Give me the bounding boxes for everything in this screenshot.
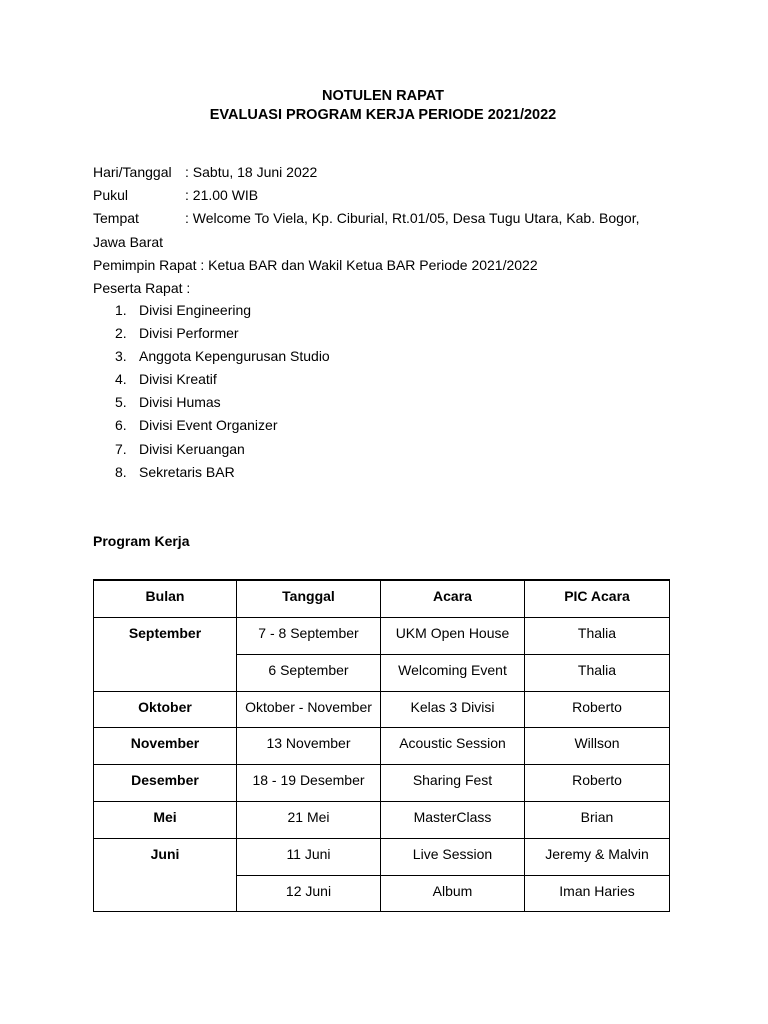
- participants-list: [115, 301, 330, 486]
- table-header-row: [94, 580, 670, 618]
- document-title: NOTULEN RAPAT: [322, 88, 444, 104]
- table-row: [94, 801, 670, 838]
- info-place: [93, 209, 639, 227]
- event-cell: Album: [381, 875, 525, 912]
- event-cell: MasterClass: [381, 801, 525, 838]
- month-cell: September: [94, 618, 237, 692]
- list-text: Divisi Keruangan: [139, 440, 245, 457]
- list-number: 5.: [115, 394, 127, 411]
- date-cell: 21 Mei: [237, 801, 381, 838]
- month-cell: Oktober: [94, 691, 237, 728]
- list-text: Divisi Kreatif: [139, 371, 217, 388]
- list-text: Divisi Event Organizer: [139, 417, 278, 434]
- list-number: 6.: [115, 417, 127, 434]
- info-label: Tempat: [93, 210, 139, 226]
- info-value: : Sabtu, 18 Juni 2022: [185, 164, 318, 180]
- participants-label: Peserta Rapat :: [93, 280, 191, 296]
- table-row: [94, 765, 670, 802]
- info-label: Pukul: [93, 187, 129, 203]
- list-item: [115, 440, 330, 463]
- table-row: [94, 618, 670, 655]
- table-row: [94, 691, 670, 728]
- list-text: Divisi Performer: [139, 325, 239, 342]
- date-cell: 13 November: [237, 728, 381, 765]
- event-cell: Welcoming Event: [381, 654, 525, 691]
- header-pic: PIC Acara: [525, 580, 670, 618]
- pic-cell: Thalia: [525, 618, 670, 655]
- list-number: 4.: [115, 371, 127, 388]
- document-subtitle: EVALUASI PROGRAM KERJA PERIODE 2021/2022: [209, 107, 557, 123]
- list-number: 8.: [115, 463, 127, 480]
- info-value: : Welcome To Viela, Kp. Ciburial, Rt.01/05, Desa Tugu Utara, Kab. Bogor,: [185, 210, 640, 226]
- event-cell: Sharing Fest: [381, 765, 525, 802]
- list-item: [115, 416, 330, 439]
- list-item: [115, 370, 330, 393]
- info-label: Hari/Tanggal: [93, 164, 172, 180]
- month-cell: November: [94, 728, 237, 765]
- pic-cell: Roberto: [525, 765, 670, 802]
- date-cell: 11 Juni: [237, 838, 381, 875]
- info-value: : 21.00 WIB: [185, 187, 259, 203]
- list-text: Divisi Engineering: [139, 302, 252, 318]
- list-item: [115, 301, 330, 324]
- table-row: [94, 728, 670, 765]
- list-number: 2.: [115, 325, 127, 342]
- date-cell: 6 September: [237, 654, 381, 691]
- event-cell: Kelas 3 Divisi: [381, 691, 525, 728]
- table-row: [94, 838, 670, 875]
- event-cell: Live Session: [381, 838, 525, 875]
- pic-cell: Thalia: [525, 654, 670, 691]
- header-month: Bulan: [94, 580, 237, 618]
- list-item: [115, 393, 330, 416]
- date-cell: Oktober - November: [237, 691, 381, 728]
- pic-cell: Jeremy & Malvin: [525, 838, 670, 875]
- info-time: [93, 186, 258, 204]
- date-cell: 12 Juni: [237, 875, 381, 912]
- month-cell: Mei: [94, 801, 237, 838]
- list-item: [115, 324, 330, 347]
- info-day-date: [93, 163, 317, 181]
- month-cell: Desember: [94, 765, 237, 802]
- header-date: Tanggal: [237, 580, 381, 618]
- pic-cell: Brian: [525, 801, 670, 838]
- list-item: [115, 463, 330, 486]
- list-item: [115, 347, 330, 370]
- program-table: [93, 579, 670, 912]
- list-number: 3.: [115, 348, 127, 365]
- section-title: Program Kerja: [93, 533, 190, 549]
- event-cell: UKM Open House: [381, 618, 525, 655]
- info-leader: Pemimpin Rapat : Ketua BAR dan Wakil Ketua BAR Periode 2021/2022: [93, 257, 538, 273]
- date-cell: 18 - 19 Desember: [237, 765, 381, 802]
- pic-cell: Roberto: [525, 691, 670, 728]
- list-text: Divisi Humas: [139, 394, 221, 411]
- list-number: 1.: [115, 302, 127, 318]
- pic-cell: Willson: [525, 728, 670, 765]
- event-cell: Acoustic Session: [381, 728, 525, 765]
- list-text: Anggota Kepengurusan Studio: [139, 348, 330, 365]
- info-place-continuation: Jawa Barat: [93, 234, 164, 250]
- list-text: Sekretaris BAR: [139, 463, 235, 480]
- header-event: Acara: [381, 580, 525, 618]
- month-cell: Juni: [94, 838, 237, 912]
- pic-cell: Iman Haries: [525, 875, 670, 912]
- date-cell: 7 - 8 September: [237, 618, 381, 655]
- list-number: 7.: [115, 440, 127, 457]
